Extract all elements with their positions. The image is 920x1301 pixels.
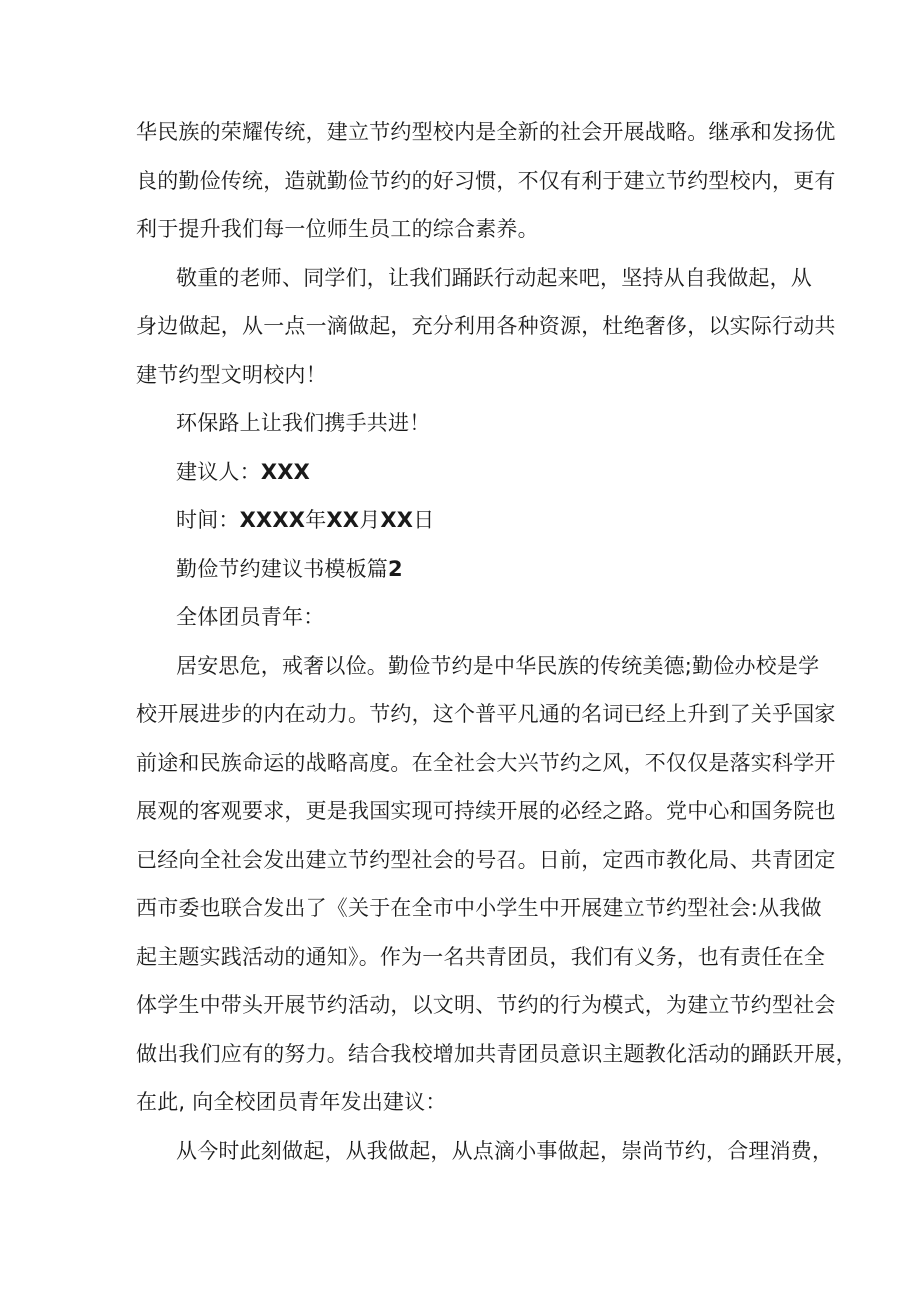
section-title-number: 2 bbox=[388, 557, 403, 581]
date-year-unit: 年 bbox=[305, 508, 327, 532]
date-day: XX bbox=[380, 508, 414, 532]
paragraph-line: 身边做起，从一点一滴做起，充分利用各种资源，杜绝奢侈，以实际行动共 bbox=[136, 314, 836, 338]
date-month-unit: 月 bbox=[359, 508, 381, 532]
date-label: 时间： bbox=[176, 508, 240, 532]
paragraph-line: 展观的客观要求，更是我国实现可持续开展的必经之路。党中心和国务院也 bbox=[136, 799, 836, 823]
paragraph-line: 校开展进步的内在动力。节约，这个普平凡通的名词已经上升到了关乎国家 bbox=[136, 702, 836, 726]
proposer-line bbox=[176, 457, 310, 487]
paragraph-line: 已经向全社会发出建立节约型社会的号召。日前，定西市教化局、共青团定 bbox=[136, 848, 836, 872]
date-month: XX bbox=[326, 508, 360, 532]
paragraph-line: 做出我们应有的努力。结合我校增加共青团员意识主题教化活动的踊跃开展， bbox=[136, 1042, 857, 1066]
paragraph-line: 西市委也联合发出了《关于在全市中小学生中开展建立节约型社会:从我做 bbox=[136, 896, 822, 920]
slogan: 环保路上让我们携手共进！ bbox=[176, 411, 431, 435]
paragraph-line: 在此, 向全校团员青年发出建议： bbox=[136, 1090, 447, 1114]
date-year: XXXX bbox=[239, 508, 306, 532]
section-title bbox=[176, 554, 403, 584]
paragraph-line: 利于提升我们每一位师生员工的综合素养。 bbox=[136, 217, 539, 241]
paragraph-line: 起主题实践活动的通知》。作为一名共青团员，我们有义务，也有责任在全 bbox=[136, 945, 826, 969]
paragraph-line: 从今时此刻做起，从我做起，从点滴小事做起，崇尚节约，合理消费， bbox=[176, 1139, 834, 1163]
paragraph-line: 良的勤俭传统，造就勤俭节约的好习惯，不仅有利于建立节约型校内，更有 bbox=[136, 169, 836, 193]
salutation: 全体团员青年： bbox=[176, 605, 325, 629]
paragraph-line: 体学生中带头开展节约活动，以文明、节约的行为模式，为建立节约型社会 bbox=[136, 993, 836, 1017]
proposer-value: XXX bbox=[260, 460, 310, 484]
date-line bbox=[176, 505, 434, 535]
section-title-text: 勤俭节约建议书模板篇 bbox=[176, 557, 388, 581]
paragraph-line: 居安思危，戒奢以俭。勤俭节约是中华民族的传统美德;勤俭办校是学 bbox=[176, 654, 820, 678]
proposer-label: 建议人： bbox=[176, 460, 261, 484]
paragraph-line: 建节约型文明校内！ bbox=[136, 363, 327, 387]
paragraph-line: 敬重的老师、同学们，让我们踊跃行动起来吧，坚持从自我做起，从 bbox=[176, 266, 812, 290]
date-day-unit: 日 bbox=[413, 508, 435, 532]
paragraph-line: 前途和民族命运的战略高度。在全社会大兴节约之风，不仅仅是落实科学开 bbox=[136, 751, 836, 775]
paragraph-line: 华民族的荣耀传统，建立节约型校内是全新的社会开展战略。继承和发扬优 bbox=[136, 120, 836, 144]
